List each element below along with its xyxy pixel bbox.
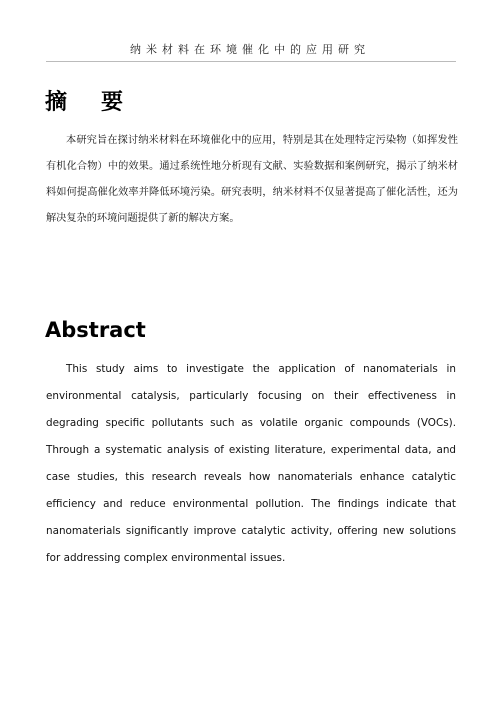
english-abstract-heading: Abstract <box>45 318 146 342</box>
running-header: 纳米材料在环境催化中的应用研究 <box>130 43 370 56</box>
chinese-abstract-heading: 摘要 <box>45 90 158 115</box>
english-abstract-paragraph: This study aims to investigate the application of nanomaterials in environmental catalysis, particularly focusing on their effectiveness in degrading specific pollutants such as volatile organic compounds (VOCs). Through a systematic analysis of existing literature, experimental data, and case studies, this research reveals how nanomaterials enhance catalytic efficiency and reduce environmental pollution. The findings indicate that nanomaterials significantly improve catalytic activity, offering new solutions for addressing complex environmental issues. <box>46 363 456 564</box>
header-divider <box>46 61 456 62</box>
chinese-abstract-paragraph: 本研究旨在探讨纳米材料在环境催化中的应用，特别是其在处理特定污染物（如挥发性有机化合物）中的效果。通过系统性地分析现有文献、实验数据和案例研究，揭示了纳米材料如何提高催化效率并降低环境污染。研究表明，纳米材料不仅显著提高了催化活性，还为解决复杂的环境问题提供了新的解决方案。 <box>46 135 458 224</box>
